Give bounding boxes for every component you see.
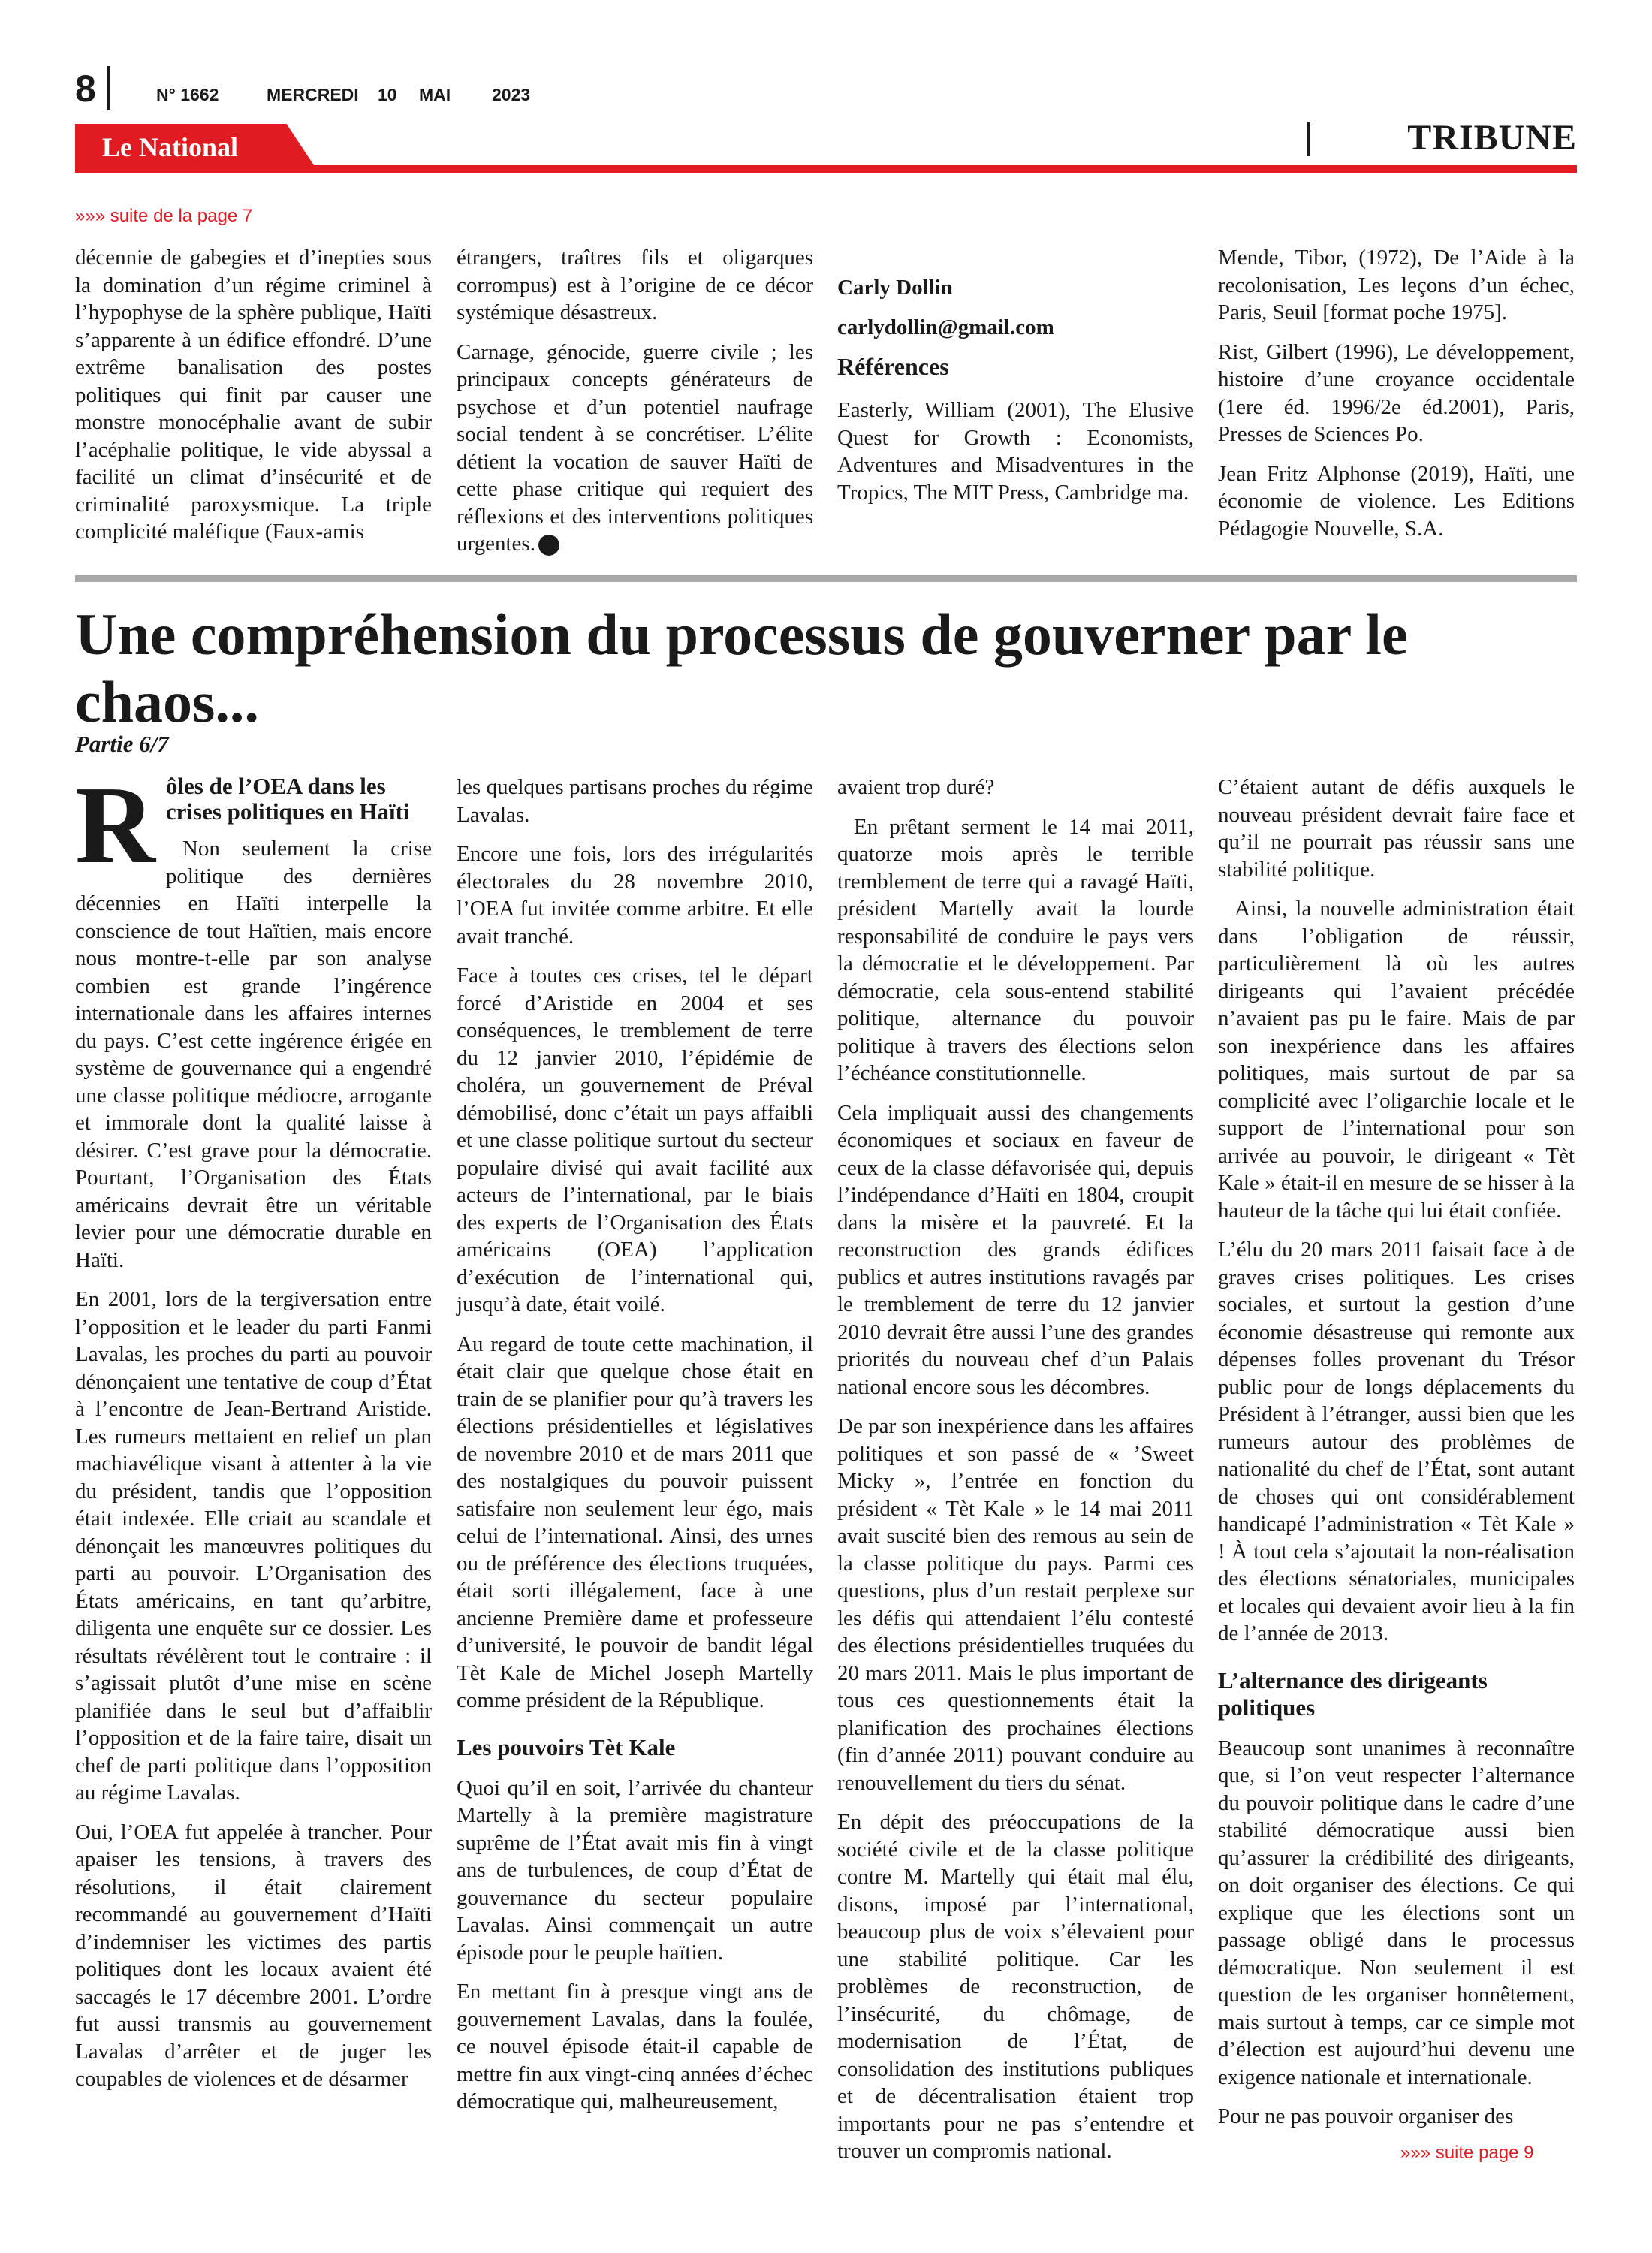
paragraph: Non seulement la crise politique des dernières décennies en Haïti interpelle la conscience de tout Haïtien, mais encore nous montre-t-elle par son analyse combien est grande l’ingérence internationale dans les affaires internes du pays. C’est cette ingérence érigée en système de gouvernance qui a engendré une classe politique médiocre, arrogante et immorale dont la qualité laisse à désirer. C’est grave pour la démocratie. Pourtant, l’Organisation des États américains devrait être un véritable levier pour une démocratie durable en Haïti. <box>75 837 432 1272</box>
continued-to-link[interactable]: »»» suite page 9 <box>1400 2143 1534 2163</box>
paragraph: Au regard de toute cette machination, il était clair que quelque chose était en train de se planifier pour qu’à travers les élections présidentielles et législatives de novembre 2010 et de mars 2011 que des nostalgiques du pouvoir puissent satisfaire non seulement leur égo, mais celui de l’international. Ainsi, des urnes ou de préférence des élections truquées, était sorti illégalement, face à une ancienne Première dame et professeure d’université, le pouvoir de bandit légal Tèt Kale de Michel Joseph Martelly comme président de la République. <box>457 1332 813 1712</box>
paragraph: En prêtant serment le 14 mai 2011, quatorze mois après le terrible tremblement de terre qui a ravagé Haïti, président Martelly avait la lourde responsabilité de conduire le pays vers la démocratie et le développement. Par démocratie, cela sous-entend stabilité politique, alternance du pouvoir politique à travers des élections selon l’échéance constitutionnelle. <box>837 814 1194 1085</box>
references-heading: Références <box>837 353 949 380</box>
article-divider <box>75 575 1577 582</box>
article-column-3 <box>837 774 1194 2177</box>
paragraph: De par son inexpérience dans les affaires politiques et son passé de « ’Sweet Micky », l’entrée en fonction du président « Tèt Kale » le 14 mai 2011 avait suscité bien des remous au sein de la classe politique du pays. Parmi ces questions, plus d’un restait perplexe sur les défis qui attendaient l’élu contesté des élections présidentielles truquées du 20 mars 2011. Mais le plus important de tous ces questionnements était la planification des prochaines élections (fin d’année 2011) pouvant conduire au renouvellement du tiers du sénat. <box>837 1414 1194 1795</box>
issue-year: 2023 <box>492 85 531 104</box>
issue-date: 10 <box>378 85 397 104</box>
closing-paragraph-text: Carnage, génocide, guerre civile ; les principaux concepts générateurs de psychose et d’un potentiel naufrage social tendent à se concrétiser. L’élite détient la vocation de sauver Haïti de cette phase critique qui requiert des réflexions et des interventions politiques urgentes. <box>457 339 813 556</box>
section-name: TRIBUNE <box>1407 118 1577 158</box>
brand-name: Le National <box>102 132 239 162</box>
page-number-divider <box>107 66 110 110</box>
paragraph: L’élu du 20 mars 2011 faisait face à de graves crises politiques. Les crises sociales, et surtout la gestion d’une économie désastreuse qui remonte aux dépenses folles provenant du Trésor public pour de longs déplacements du Président à l’étranger, aussi bien que les rumeurs autour des problèmes de nationalité du chef de l’État, sont autant de choses qui ont considérablement handicapé l’administration « Tèt Kale » ! À tout cela s’ajoutait la non-réalisation des élections sénatoriales, municipales et locales qui devaient avoir lieu à la fin de l’année de 2013. <box>1218 1238 1575 1645</box>
paragraph: décennie de gabegies et d’inepties sous la domination d’un régime criminel à l’hypophyse de la sphère publique, Haïti s’apparente à un édifice effondré. D’une extrême banalisation des postes politiques qui finit par causer une monstre monocéphalie avant de subir l’acéphalie politique, le vide abyssal a facilité un climat d’insécurité et de criminalité paroxysmique. La triple complicité maléfique (Faux-amis <box>75 246 432 544</box>
reference-item: Jean Fritz Alphonse (2019), Haïti, une économie de violence. Les Editions Pédagogie Nouvelle, S.A. <box>1218 461 1575 541</box>
article-headline: Une compréhension du processus de gouverner par le chaos... <box>75 602 1408 734</box>
paragraph: Oui, l’OEA fut appelée à trancher. Pour apaiser les tensions, à travers des résolutions, il était clairement recommandé au gouvernement d’Haïti d’indemniser les victimes des partis politiques dont les locaux avaient été saccagés le 17 décembre 2001. L’ordre fut aussi transmis au gouvernement Lavalas d’arrêter et de juger les coupables de violences et de désarmer <box>75 1820 432 2091</box>
continued-article-column-2 <box>457 244 813 570</box>
drop-cap: R <box>75 764 155 887</box>
paragraph: Beaucoup sont unanimes à reconnaître que, si l’on veut respecter l’alternance du pouvoir politique dans le cadre d’une stabilité démocratique aussi bien qu’assurer la crédibilité des dirigeants, on doit organiser des élections. Ce qui explique que les élections sont un passage obligé dans le processus démocratique. Non seulement il est question de les organiser honnêtement, mais surtout à temps, car ce simple mot d’élection est aujourd’hui devenu une exigence nationale et internationale. <box>1218 1736 1575 2089</box>
article-column-2 <box>457 774 813 2128</box>
reference-item: Easterly, William (2001), The Elusive Quest for Growth : Economists, Adventures and Misadventures in the Tropics, The MIT Press, Cambridge ma. <box>837 398 1194 505</box>
paragraph: Pour ne pas pouvoir organiser des <box>1218 2104 1514 2128</box>
paragraph: En dépit des préoccupations de la société civile et de la classe politique contre M. Martelly qui était mal élu, disons, imposé par l’international, beaucoup plus de voix s’élevaient pour une stabilité politique. Car les problèmes de reconstruction, de l’insécurité, du chômage, de modernisation de l’État, de consolidation des institutions publiques et de décentralisation étaient trop importants pour ne pas s’entendre et trouver un compromis national. <box>837 1810 1194 2163</box>
issue-month: MAI <box>419 85 451 104</box>
article-kicker: Partie 6/7 <box>75 731 169 757</box>
continued-from-link[interactable]: »»» suite de la page 7 <box>75 206 253 226</box>
author-email[interactable]: carlydollin@gmail.com <box>837 315 1054 339</box>
article-column-4 <box>1218 774 1575 2143</box>
intro-subheading: ôles de l’OEA dans les crises politiques en Haïti <box>165 773 410 825</box>
paragraph: En mettant fin à presque vingt ans de gouvernement Lavalas, dans la foulée, ce nouvel épisode était-il capable de mettre fin aux vingt-cinq années d’échec démocratique qui, malheureusement, <box>457 1980 813 2113</box>
article-column-1 <box>75 764 432 2105</box>
paragraph <box>457 339 813 558</box>
end-of-article-icon <box>538 535 559 556</box>
paragraph: Quoi qu’il en soit, l’arrivée du chanteur Martelly à la première magistrature suprême de l’État avait mis fin à vingt ans de turbulences, de coup d’État de gouvernance du secteur populaire Lavalas. Ainsi commençait un autre épisode pour le peuple haïtien. <box>457 1775 813 1965</box>
section-divider <box>1307 122 1310 156</box>
issue-number: N° 1662 <box>156 85 219 104</box>
paragraph: étrangers, traîtres fils et oligarques corrompus) est à l’origine de ce décor systémique désastreux. <box>457 246 813 324</box>
paragraph: Cela impliquait aussi des changements économiques et sociaux en faveur de ceux de la classe défavorisée qui, depuis l’indépendance d’Haïti en 1804, croupit dans la misère et la pauvreté. Et la reconstruction des grands édifices publics et autres institutions ravagés par le tremblement de terre du 12 janvier 2010 devrait être aussi l’une des grandes priorités du nouveau chef d’un Palais national encore sous les décombres. <box>837 1100 1194 1399</box>
page-number: 8 <box>75 68 96 110</box>
continued-article-column-1 <box>75 244 432 558</box>
section-subheading: Les pouvoirs Tèt Kale <box>457 1733 676 1760</box>
continued-article-column-3 <box>837 274 1194 518</box>
paragraph: Face à toutes ces crises, tel le départ forcé d’Aristide en 2004 et ses conséquences, le tremblement de terre du 12 janvier 2010, l’épidémie de choléra, un gouvernement de Préval démobilisé, donc c’était un pays affaibli et une classe politique surtout du secteur populaire divisé qui avait facilité aux acteurs de l’international, par le biais des experts de l’Organisation des États américains (OEA) l’application d’exécution de l’international qui, jusqu’à date, était voilé. <box>457 964 813 1317</box>
header-rule <box>75 165 1577 173</box>
paragraph: les quelques partisans proches du régime Lavalas. <box>457 775 813 827</box>
paragraph: En 2001, lors de la tergiversation entre l’opposition et le leader du parti Fanmi Lavalas, les proches du parti au pouvoir dénonçaient une tentative de coup d’État à l’encontre de Jean-Bertrand Aristide. Les rumeurs mettaient en relief un plan machiavélique visant à attenter à la vie du président, tandis que l’opposition était indexée. Elle criait au scandale et dénonçait les manœuvres politiques du parti au pouvoir. L’Organisation des États américains, en tant qu’arbitre, diligenta une enquête sur ce dossier. Les résultats révélèrent tout le contraire : il s’agissait plutôt d’une mise en scène planifiée dans le seul but d’affaiblir l’opposition et de la faire taire, disait un chef de parti politique dans l’opposition au régime Lavalas. <box>75 1287 432 1805</box>
paragraph: Encore une fois, lors des irrégularités électorales du 28 novembre 2010, l’OEA fut invitée comme arbitre. Et elle avait tranché. <box>457 842 813 949</box>
section-subheading: L’alternance des dirigeants politiques <box>1218 1666 1488 1721</box>
author-name: Carly Dollin <box>837 276 953 300</box>
paragraph: avaient trop duré? <box>837 775 995 799</box>
article-intro <box>75 764 432 1274</box>
paragraph: C’étaient autant de défis auxquels le nouveau président devrait faire face et qu’il ne pourrait pas réussir sans une stabilité politique. <box>1218 775 1575 882</box>
reference-item: Rist, Gilbert (1996), Le développement, histoire d’une croyance occidentale (1ere éd. 1996/2e éd.2001), Paris, Presses de Sciences Po. <box>1218 339 1575 446</box>
reference-item: Mende, Tibor, (1972), De l’Aide à la recolonisation, Les leçons d’un échec, Paris, Seuil [format poche 1975]. <box>1218 246 1575 324</box>
issue-day: MERCREDI <box>267 85 359 104</box>
paragraph: Ainsi, la nouvelle administration était dans l’obligation de réussir, particulièrement là où les autres dirigeants qui l’avaient précédée n’avaient pas pu le faire. Mais de par son inexpérience dans les affaires politiques, mais surtout de par sa complicité avec l’oligarchie locale et le support de l’international pour son arrivée au pouvoir, le dirigeant « Tèt Kale » était-il en mesure de se hisser à la hauteur de la tâche qui lui était confiée. <box>1218 897 1575 1223</box>
continued-article-column-4 <box>1218 244 1575 554</box>
